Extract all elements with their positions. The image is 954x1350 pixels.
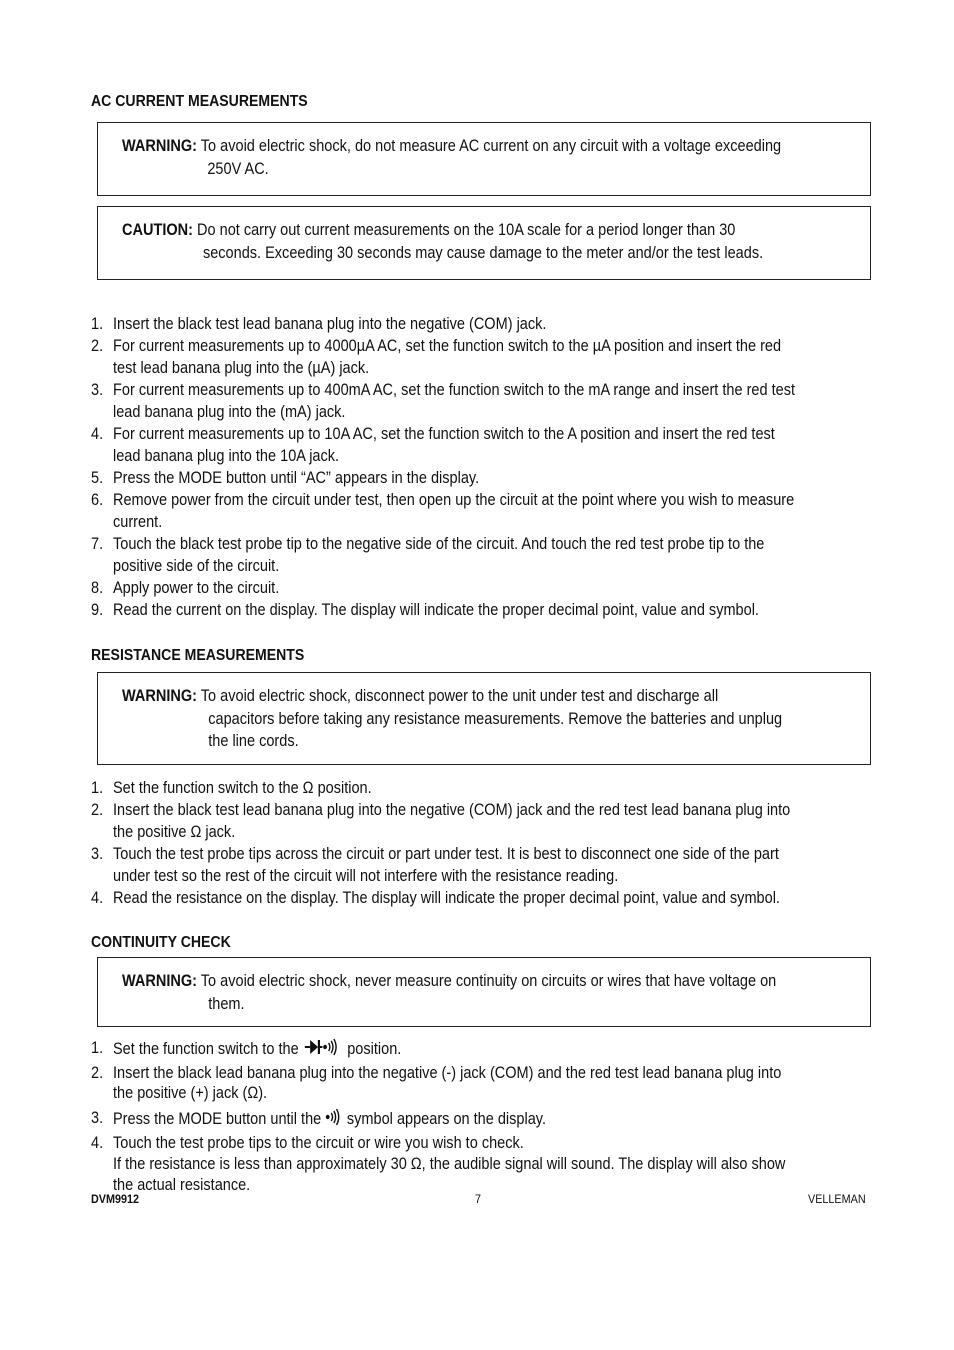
continuity-steps-list — [91, 1037, 954, 1196]
list-item: 9. Read the current on the display. The display will indicate the proper decimal point, value and symbol. — [91, 601, 759, 619]
warning-label: WARNING: — [122, 137, 198, 155]
section-title-resistance: RESISTANCE MEASUREMENTS — [91, 647, 305, 664]
footer-brand: VELLEMAN — [808, 1192, 866, 1206]
list-item: 4. Touch the test probe tips to the circuit or wire you wish to check. If the resistance is less than approximately 30 Ω, the audible signal will sound. The display will also show the actual resistance. — [91, 1134, 786, 1194]
warning-text: To avoid electric shock, never measure continuity on circuits or wires that have voltage on — [200, 972, 777, 990]
warning-text: To avoid electric shock, do not measure AC current on any circuit with a voltage exceeding — [200, 137, 782, 155]
continuity-warning-box — [97, 957, 871, 1027]
diode-continuity-icon — [303, 1037, 343, 1063]
warning-label: WARNING: — [122, 972, 198, 990]
resistance-steps-list — [91, 777, 954, 909]
caution-text-cont: seconds. Exceeding 30 seconds may cause damage to the meter and/or the test leads. — [202, 243, 764, 262]
footer-page-number: 7 — [475, 1192, 482, 1206]
list-item: 8. Apply power to the circuit. — [91, 579, 280, 597]
list-item: 5. Press the MODE button until “AC” appears in the display. — [91, 469, 480, 487]
list-item: 7. Touch the black test probe tip to the negative side of the circuit. And touch the red test probe tip to the positive side of the circuit. — [91, 535, 765, 575]
ac-steps-list — [91, 313, 954, 621]
list-item: 4. For current measurements up to 10A AC, set the function switch to the A position and insert the red test lead banana plug into the 10A jack. — [91, 425, 775, 465]
list-item: 1. Set the function switch to the position. — [91, 1037, 865, 1063]
list-item: 3. Press the MODE button until the symbol appears on the display. — [91, 1107, 865, 1133]
warning-text-cont: 250V AC. — [207, 159, 269, 178]
caution-label: CAUTION: — [122, 221, 193, 239]
list-item: 3. For current measurements up to 400mA AC, set the function switch to the mA range and insert the red test lead banana plug into the (mA) jack. — [91, 381, 795, 421]
list-item: 2. Insert the black test lead banana plug into the negative (COM) jack and the red test lead banana plug into the positive Ω jack. — [91, 801, 791, 841]
ac-caution-box — [97, 206, 871, 280]
list-item: 2. For current measurements up to 4000µA AC, set the function switch to the µA position and insert the red test lead banana plug into the (µA) jack. — [91, 337, 782, 377]
list-item: 4. Read the resistance on the display. The display will indicate the proper decimal point, value and symbol. — [91, 889, 780, 907]
warning-text: To avoid electric shock, disconnect power to the unit under test and discharge all — [200, 687, 719, 705]
list-item: 3. Touch the test probe tips across the circuit or part under test. It is best to disconnect one side of the part under test so the rest of the circuit will not interfere with the resistance reading. — [91, 845, 779, 885]
audible-beep-icon — [325, 1107, 343, 1133]
list-item: 1. Insert the black test lead banana plug into the negative (COM) jack. — [91, 315, 547, 333]
ac-warning-box — [97, 122, 871, 196]
list-item: 2. Insert the black lead banana plug into the negative (-) jack (COM) and the red test lead banana plug into the positive (+) jack (Ω). — [91, 1064, 782, 1102]
list-item: 6. Remove power from the circuit under test, then open up the circuit at the point where you wish to measure current. — [91, 491, 795, 531]
list-item: 1. Set the function switch to the Ω position. — [91, 779, 372, 797]
section-title-ac-current: AC CURRENT MEASUREMENTS — [91, 93, 308, 110]
warning-text-cont: them. — [208, 994, 245, 1013]
warning-text-cont: the line cords. — [208, 732, 299, 750]
warning-text-cont: capacitors before taking any resistance measurements. Remove the batteries and unplug — [208, 709, 783, 728]
caution-text: Do not carry out current measurements on the 10A scale for a period longer than 30 — [197, 221, 736, 239]
section-title-continuity: CONTINUITY CHECK — [91, 934, 231, 951]
resistance-warning-box — [97, 672, 871, 765]
warning-label: WARNING: — [122, 687, 198, 705]
footer-model: DVM9912 — [91, 1192, 140, 1206]
